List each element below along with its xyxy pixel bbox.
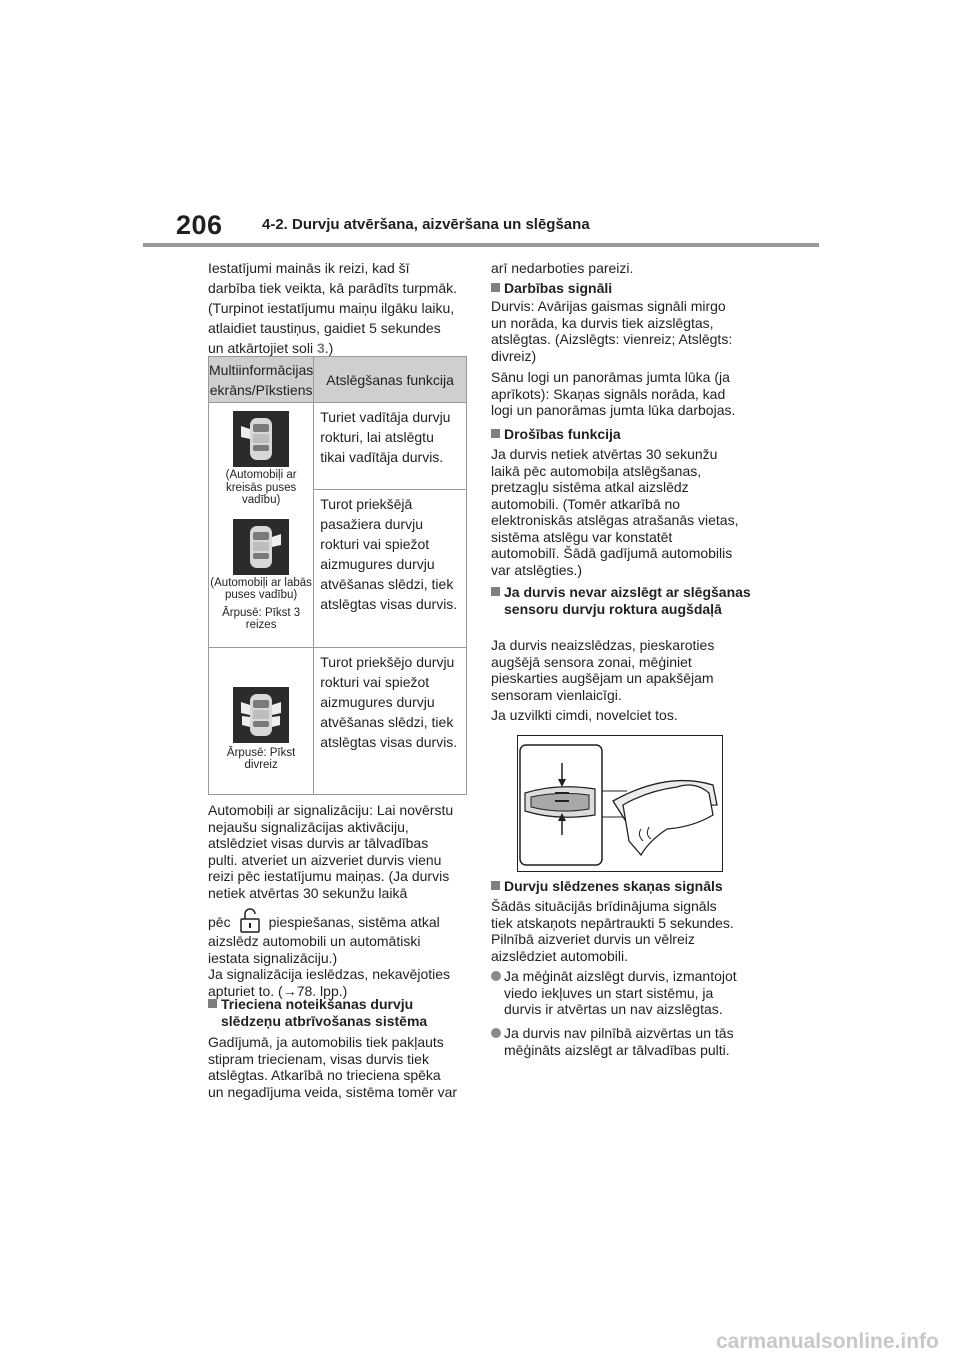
impact-line: stipram triecienam, visas durvis tiek bbox=[208, 1050, 429, 1067]
buzzer-line: tiek atskaņots nepārtraukti 5 sekundes. bbox=[491, 914, 734, 931]
bullet-text: Ja mēģināt aizslēgt durvis, izmantojot viedo iekļuves un start sistēmu, ja durvis ir atvērtas un nav aizslēgtas. bbox=[504, 968, 737, 1017]
security-line: automobilī. Šādā gadījumā automobilis bbox=[491, 545, 733, 561]
signals-paragraph bbox=[491, 298, 761, 364]
row3-function-text: Turot priekšējo durvju rokturi vai spiežot aizmugures durvju atvēšanas slēdzi, tiek atslēgtas visas durvis. bbox=[320, 654, 458, 750]
alarm-text: pēc bbox=[208, 914, 231, 930]
windows-line: Sānu logi un panorāmas jumta lūka (ja bbox=[491, 369, 730, 385]
alarm-line: netiek atvērtas 30 sekunžu laikā bbox=[208, 884, 408, 901]
impact-line: atslēgtas. Atkarībā no trieciena spēka bbox=[208, 1067, 441, 1083]
security-line: automobili. (Tomēr atkarībā no bbox=[491, 495, 681, 512]
alarm-line bbox=[208, 907, 478, 933]
windows-line: aprīkots): Skaņas signāls norāda, kad bbox=[491, 385, 726, 402]
security-heading-text: Drošības funkcija bbox=[504, 426, 621, 442]
sensor-paragraph bbox=[491, 637, 761, 703]
security-line: Ja durvis netiek atvērtas 30 sekunžu bbox=[491, 446, 718, 462]
alarm-line: aizslēdz automobili un automātiski bbox=[208, 933, 421, 949]
header-rule bbox=[143, 243, 819, 247]
row1-function-cell bbox=[314, 403, 467, 490]
col-header-display: Multiinformācijas ekrāns/Pīkstiens bbox=[209, 357, 314, 403]
buzzer-line: Pilnībā aizveriet durvis un vēlreiz bbox=[491, 931, 695, 947]
alarm-paragraph bbox=[208, 802, 478, 999]
sensor-line: augšējā sensora zonai, mēģiniet bbox=[491, 653, 692, 670]
round-bullet-icon bbox=[491, 1028, 501, 1038]
car-passenger-door-icon bbox=[233, 519, 289, 575]
page-number: 206 bbox=[176, 210, 223, 240]
square-bullet-icon bbox=[491, 283, 500, 292]
intro-line: (Turpinot iestatījumu maiņu ilgāku laiku, bbox=[208, 300, 455, 316]
rhd-caption: (Automobiļi ar labās puses vadību) bbox=[210, 576, 312, 601]
chapter-title: 4-2. Durvju atvēršana, aizvēršana un slēgšana bbox=[262, 216, 590, 233]
buzzer-paragraph bbox=[491, 898, 761, 964]
square-bullet-icon bbox=[491, 587, 500, 596]
buzzer-heading-text: Durvju slēdzenes skaņas signāls bbox=[504, 878, 723, 894]
alarm-line: Automobiļi ar signalizāciju: Lai novērstu bbox=[208, 802, 454, 818]
intro-line bbox=[208, 338, 478, 358]
alarm-line: pulti. atveriet un aizveriet durvis vienu bbox=[208, 851, 442, 868]
alarm-line: Ja signalizācija ieslēdzas, nekavējoties bbox=[208, 966, 451, 982]
signals-heading-text: Darbības signāli bbox=[504, 280, 613, 296]
row1-function-text: Turiet vadītāja durvju rokturi, lai atslēgtu tikai vadītāja durvis. bbox=[320, 409, 451, 465]
car-all-doors-icon bbox=[233, 687, 289, 743]
intro-paragraph bbox=[208, 258, 478, 358]
impact-line: un negadījuma veida, sistēma tomēr var bbox=[208, 1083, 458, 1100]
buzzer-line: aizslēdziet automobili. bbox=[491, 947, 628, 964]
intro-line: darbība tiek veikta, kā parādīts turpmāk. bbox=[208, 280, 458, 296]
intro-line: atlaidiet taustiņus, gaidiet 5 sekundes bbox=[208, 320, 441, 336]
windows-line: logi un panorāmas jumta lūka darbojas. bbox=[491, 402, 736, 418]
intro-line: Iestatījumi mainās ik reizi, kad šī bbox=[208, 260, 410, 276]
security-heading bbox=[491, 426, 761, 443]
continuation-line: arī nedarboties pareizi. bbox=[491, 260, 634, 276]
unlock-settings-table bbox=[208, 356, 467, 795]
security-line: var atslēgties.) bbox=[491, 561, 583, 578]
row3-display-cell bbox=[209, 648, 314, 795]
impact-heading bbox=[208, 996, 473, 1029]
door-handle-illustration bbox=[517, 735, 723, 872]
alarm-line: apturiet to. (→78. lpp.) bbox=[208, 982, 348, 999]
signals-line: atslēgtas. (Aizslēgts: vienreiz; Atslēgts: bbox=[491, 331, 733, 347]
impact-heading-text: Trieciena noteikšanas durvju slēdzeņu atbrīvošanas sistēma bbox=[221, 996, 428, 1029]
buzzer-heading bbox=[491, 878, 761, 895]
sensor-line: pieskarties augšējam un apakšējam bbox=[491, 670, 714, 686]
bullet-item bbox=[491, 968, 753, 1018]
security-line: pretzagļu sistēma atkal aizslēdz bbox=[491, 479, 689, 495]
impact-paragraph bbox=[208, 1034, 478, 1100]
alarm-text: piespiešanas, sistēma atkal bbox=[268, 914, 440, 930]
watermark: carmanualsonline.info bbox=[716, 1330, 939, 1353]
security-paragraph bbox=[491, 446, 761, 578]
row2-function-cell bbox=[314, 490, 467, 648]
signals-heading bbox=[491, 280, 761, 297]
bullet-item bbox=[491, 1025, 753, 1058]
signals-line: Durvis: Avārijas gaismas signāli mirgo bbox=[491, 298, 726, 314]
impact-line: Gadījumā, ja automobilis tiek pakļauts bbox=[208, 1034, 444, 1050]
buzzer-line: Šādās situācijās brīdinājuma signāls bbox=[491, 898, 717, 914]
col-header-function: Atslēgšanas funkcija bbox=[314, 357, 467, 403]
intro-text: un atkārtojiet soli bbox=[208, 340, 317, 356]
security-line: elektroniskās atslēgas atrašanās vietas, bbox=[491, 512, 739, 528]
row-display-cell bbox=[209, 403, 314, 648]
beep-2-caption: Ārpusē: Pīkst divreiz bbox=[226, 746, 296, 771]
square-bullet-icon bbox=[491, 429, 500, 438]
bullet-text: Ja durvis nav pilnībā aizvērtas un tās mēģināts aizslēgt ar tālvadības pulti. bbox=[504, 1025, 734, 1058]
security-line: laikā pēc automobiļa atslēgšanas, bbox=[491, 462, 702, 479]
square-bullet-icon bbox=[491, 881, 500, 890]
step-number: 3 bbox=[316, 340, 325, 356]
alarm-line: nejaušu signalizācijas aktivāciju, bbox=[208, 818, 409, 835]
lhd-caption: (Automobiļi ar kreisās puses vadību) bbox=[225, 469, 297, 506]
signals-line: un norāda, ka durvis tiek aizslēgtas, bbox=[491, 314, 714, 331]
square-bullet-icon bbox=[208, 999, 217, 1008]
alarm-line: reizi pēc iestatījumu maiņas. (Ja durvis bbox=[208, 868, 450, 884]
intro-text: .) bbox=[324, 340, 334, 356]
round-bullet-icon bbox=[491, 971, 501, 981]
row2-function-text: Turot priekšējā pasažiera durvju rokturi vai spiežot aizmugures durvju atvēšanas slēdzi, tiek atslēgtas visas durvis. bbox=[320, 496, 458, 613]
car-driver-door-icon bbox=[233, 411, 289, 467]
sensor-line: Ja durvis neaizslēdzas, pieskaroties bbox=[491, 637, 715, 653]
signals-line: divreiz) bbox=[491, 347, 537, 364]
alarm-line: atslēdziet visas durvis ar tālvadības bbox=[208, 835, 429, 851]
gloves-line: Ja uzvilkti cimdi, novelciet tos. bbox=[491, 707, 678, 723]
unlock-padlock-icon bbox=[239, 907, 261, 933]
sensor-heading-text: Ja durvis nevar aizslēgt ar slēgšanas sensoru durvju roktura augšdaļā bbox=[504, 584, 751, 617]
beep-3-caption: Ārpusē: Pīkst 3 reizes bbox=[222, 606, 301, 631]
alarm-line: iestata signalizāciju.) bbox=[208, 949, 338, 966]
sensor-line: sensoram vienlaicīgi. bbox=[491, 686, 622, 703]
sensor-heading bbox=[491, 584, 751, 617]
security-line: sistēma atslēgu var konstatēt bbox=[491, 528, 673, 545]
row3-function-cell bbox=[314, 648, 467, 795]
windows-paragraph bbox=[491, 369, 761, 419]
